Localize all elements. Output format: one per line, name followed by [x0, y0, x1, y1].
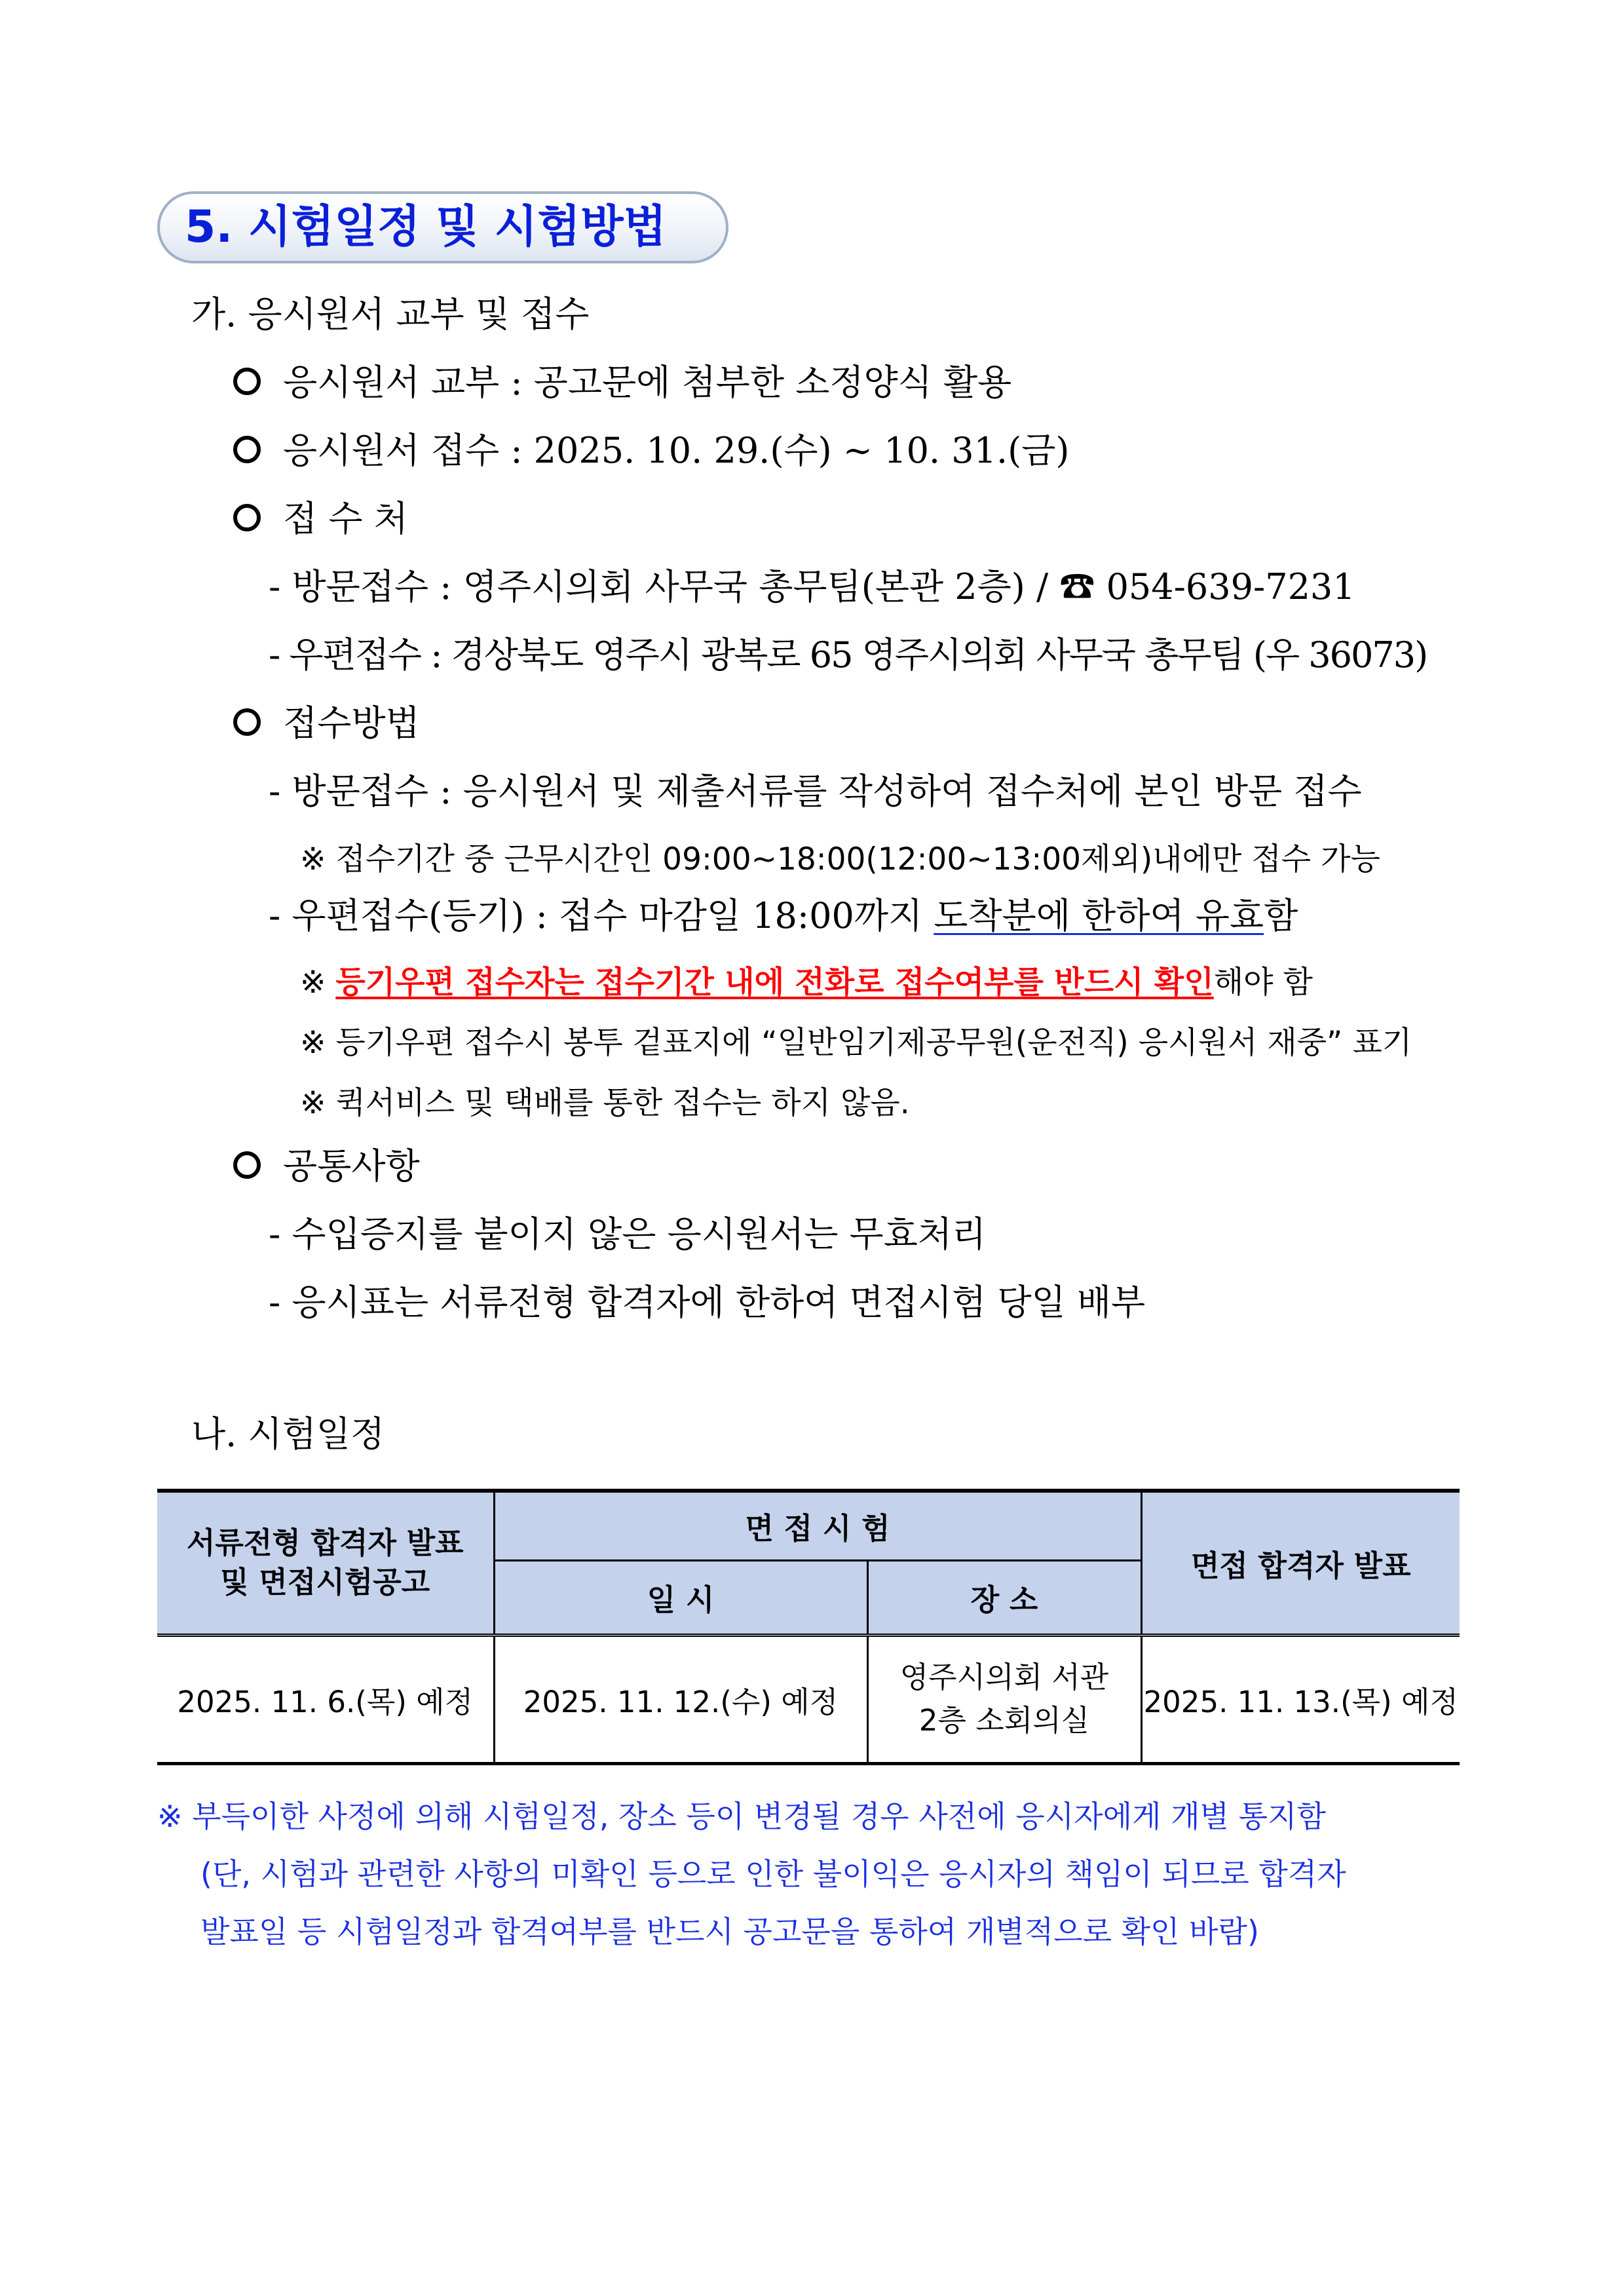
- circle-bullet-icon: [233, 708, 261, 736]
- section-title: 5. 시험일정 및 시험방법: [185, 201, 667, 253]
- subsection-title-schedule: 나. 시험일정: [191, 1413, 385, 1455]
- header-place: 장 소: [867, 1560, 1141, 1635]
- place-line1: 영주시의회 서관: [899, 1660, 1109, 1694]
- subsection-title-application: 가. 응시원서 교부 및 접수: [191, 294, 590, 335]
- notice-line-1: ※ 부득이한 사정에 의해 시험일정, 장소 등이 변경될 경우 사전에 응시자에게 개별 통지함: [157, 1799, 1326, 1834]
- list-item-reception-period: [233, 428, 1069, 474]
- registered-mail-warning-emphasis: 등기우편 접수자는 접수기간 내에 전화로 접수여부를 반드시 확인: [335, 965, 1214, 1001]
- list-item-text: 공통사항: [283, 1145, 420, 1187]
- circle-bullet-icon: [233, 436, 261, 463]
- visit-reception-text: - 방문접수 : 영주시의회 사무국 총무팀(본관 2층) /: [269, 566, 1060, 607]
- circle-bullet-icon: [233, 504, 261, 531]
- phone-number: 054-639-7231: [1106, 566, 1355, 607]
- list-item-reception-place: [233, 496, 408, 542]
- list-item-distribution: [233, 360, 1011, 406]
- cell-document-date: 2025. 11. 6.(목) 예정: [157, 1635, 494, 1763]
- notice-line-2: (단, 시험과 관련한 사항의 미확인 등으로 인한 불이익은 응시자의 책임이 되므로 합격자: [200, 1856, 1346, 1892]
- cell-interview-date: 2025. 11. 12.(수) 예정: [494, 1635, 867, 1763]
- notice-line-3: 발표일 등 시험일정과 합격여부를 반드시 공고문을 통하여 개별적으로 확인 바람): [200, 1914, 1259, 1949]
- mail-reception-line: - 우편접수 : 경상북도 영주시 광복로 65 영주시의회 사무국 총무팀 (우 36073): [269, 634, 1427, 676]
- list-item-reception-method: [233, 700, 420, 746]
- method-mail-text: - 우편접수(등기) : 접수 마감일 18:00까지: [269, 895, 934, 936]
- table-row: [157, 1635, 1460, 1763]
- registered-mail-warning-suffix: 해야 함: [1213, 965, 1313, 1001]
- courier-note: ※ 퀵서비스 및 택배를 통한 접수는 하지 않음.: [300, 1085, 910, 1121]
- schedule-table: [157, 1489, 1460, 1765]
- common-line-ticket: - 응시표는 서류전형 합격자에 한하여 면접시험 당일 배부: [269, 1282, 1146, 1323]
- envelope-note: ※ 등기우편 접수시 봉투 겉표지에 “일반임기제공무원(운전직) 응시원서 재중” 표기: [300, 1025, 1412, 1061]
- note-mark: ※: [300, 965, 336, 1001]
- circle-bullet-icon: [233, 368, 261, 395]
- list-item-text: 응시원서 접수 : 2025. 10. 29.(수) ~ 10. 31.(금): [283, 430, 1070, 471]
- table-header-row: [157, 1491, 1460, 1560]
- method-mail-suffix: 함: [1264, 895, 1298, 936]
- list-item-text: 접 수 처: [283, 498, 408, 539]
- method-visit-line: - 방문접수 : 응시원서 및 제출서류를 작성하여 접수처에 본인 방문 접수: [269, 771, 1362, 812]
- header-document-announce: [157, 1491, 494, 1635]
- cell-interview-place: [867, 1635, 1141, 1763]
- header-datetime: 일 시: [494, 1560, 867, 1635]
- header-document-line2: 및 면접시험공고: [220, 1565, 430, 1600]
- method-visit-note: ※ 접수기간 중 근무시간인 09:00~18:00(12:00~13:00제외)내에만 접수 가능: [300, 841, 1380, 877]
- header-document-line1: 서류전형 합격자 발표: [186, 1525, 464, 1561]
- visit-reception-line: [269, 564, 1355, 610]
- header-final-announce: 면접 합격자 발표: [1141, 1491, 1460, 1635]
- list-item-common: [233, 1143, 420, 1189]
- registered-mail-warning: [300, 962, 1313, 1004]
- place-line2: 2층 소회의실: [918, 1703, 1090, 1738]
- list-item-text: 접수방법: [283, 702, 420, 744]
- method-mail-line: [269, 893, 1298, 939]
- list-item-text: 응시원서 교부 : 공고문에 첨부한 소정양식 활용: [283, 362, 1012, 403]
- method-mail-emphasis: 도착분에 한하여 유효: [934, 895, 1264, 936]
- phone-icon: ☎: [1059, 566, 1095, 607]
- header-interview: 면 접 시 험: [494, 1491, 1141, 1560]
- cell-final-date: 2025. 11. 13.(목) 예정: [1141, 1635, 1460, 1763]
- circle-bullet-icon: [233, 1151, 261, 1179]
- common-line-stamp: - 수입증지를 붙이지 않은 응시원서는 무효처리: [269, 1214, 987, 1255]
